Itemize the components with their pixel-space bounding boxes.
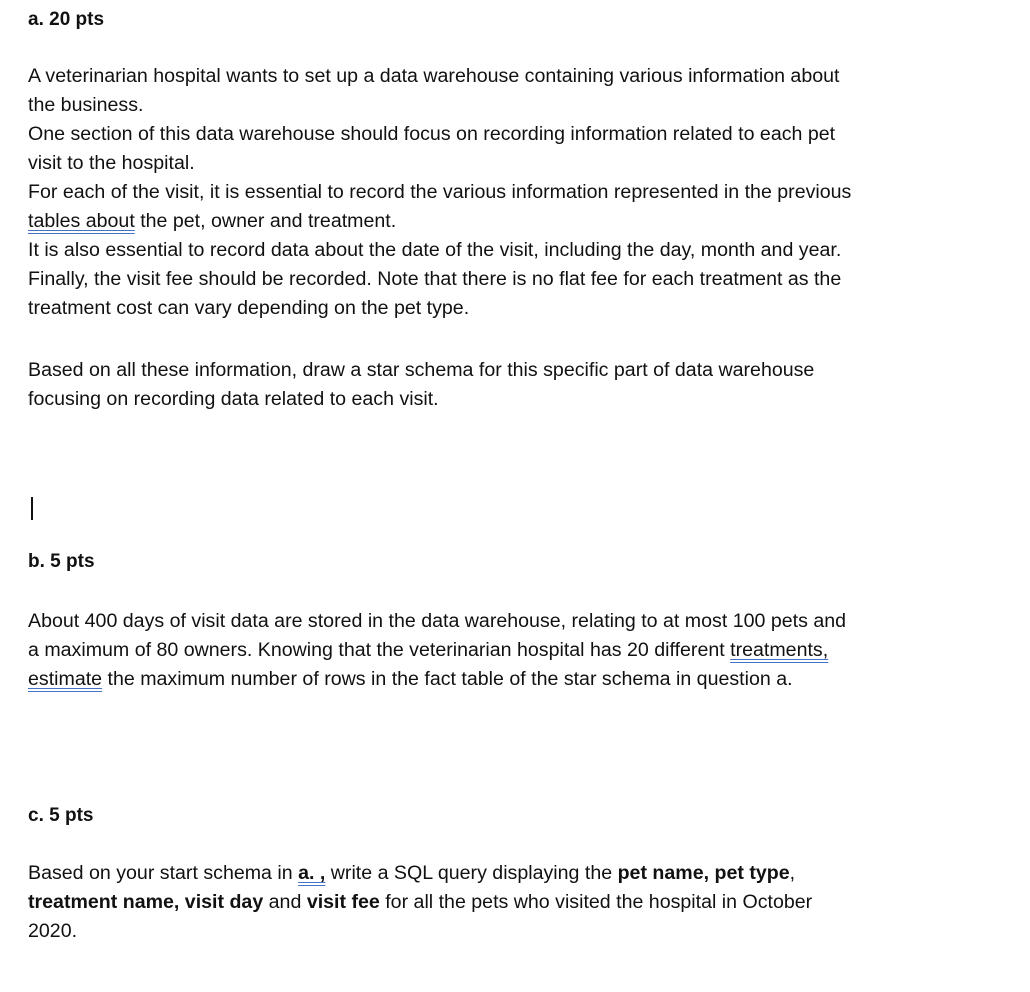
section-b-heading: b. 5 pts (28, 551, 95, 572)
section-c-heading: c. 5 pts (28, 805, 94, 826)
grammar-flag-estimate[interactable]: estimate (28, 668, 103, 690)
text-fragment: and (263, 891, 307, 913)
text-line: Based on all these information, draw a star schema for this specific part of data warehouse (28, 359, 815, 381)
text-line (28, 665, 988, 694)
grammar-flag-tables-about[interactable]: tables about (28, 210, 135, 232)
bold-term: pet name, pet type (617, 862, 790, 884)
text-line (28, 636, 988, 665)
text-line (28, 859, 988, 888)
section-b-body (28, 607, 988, 694)
text-line: 2020. (28, 920, 78, 942)
section-a-heading: a. 20 pts (28, 9, 105, 30)
bold-term: visit fee (306, 891, 380, 913)
text-fragment: the pet, owner and treatment. (134, 210, 397, 232)
text-fragment: the maximum number of rows in the fact table of the star schema in question a. (102, 668, 793, 690)
grammar-flag-treatments[interactable]: treatments, (730, 639, 829, 661)
text-fragment: Based on your start schema in (28, 862, 299, 884)
bold-term: treatment name, visit day (28, 891, 264, 913)
text-cursor (31, 497, 33, 520)
text-line: A veterinarian hospital wants to set up a data warehouse containing various information about (28, 65, 840, 87)
text-line: the business. (28, 94, 144, 116)
text-line: For each of the visit, it is essential to record the various information represented in the previous (28, 181, 852, 203)
text-line: It is also essential to record data about the date of the visit, including the day, month and year. (28, 239, 842, 261)
text-line: treatment cost can vary depending on the pet type. (28, 297, 470, 319)
text-fragment: for all the pets who visited the hospital in October (379, 891, 813, 913)
section-a-context (28, 62, 988, 323)
text-line: One section of this data warehouse should focus on recording information related to each pet (28, 123, 836, 145)
section-c-body (28, 859, 988, 946)
text-line (28, 888, 988, 917)
section-a-task (28, 356, 988, 414)
text-fragment: a maximum of 80 owners. Knowing that the veterinarian hospital has 20 different (28, 639, 731, 661)
text-line: visit to the hospital. (28, 152, 195, 174)
text-line: Finally, the visit fee should be recorded. Note that there is no flat fee for each treatment as the (28, 268, 842, 290)
text-line: About 400 days of visit data are stored in the data warehouse, relating to at most 100 pets and (28, 610, 847, 632)
grammar-flag-a-ref[interactable]: a. , (298, 862, 326, 884)
text-fragment: , (789, 862, 796, 884)
text-line (28, 207, 988, 236)
text-fragment: write a SQL query displaying the (325, 862, 618, 884)
text-line: focusing on recording data related to each visit. (28, 388, 439, 410)
